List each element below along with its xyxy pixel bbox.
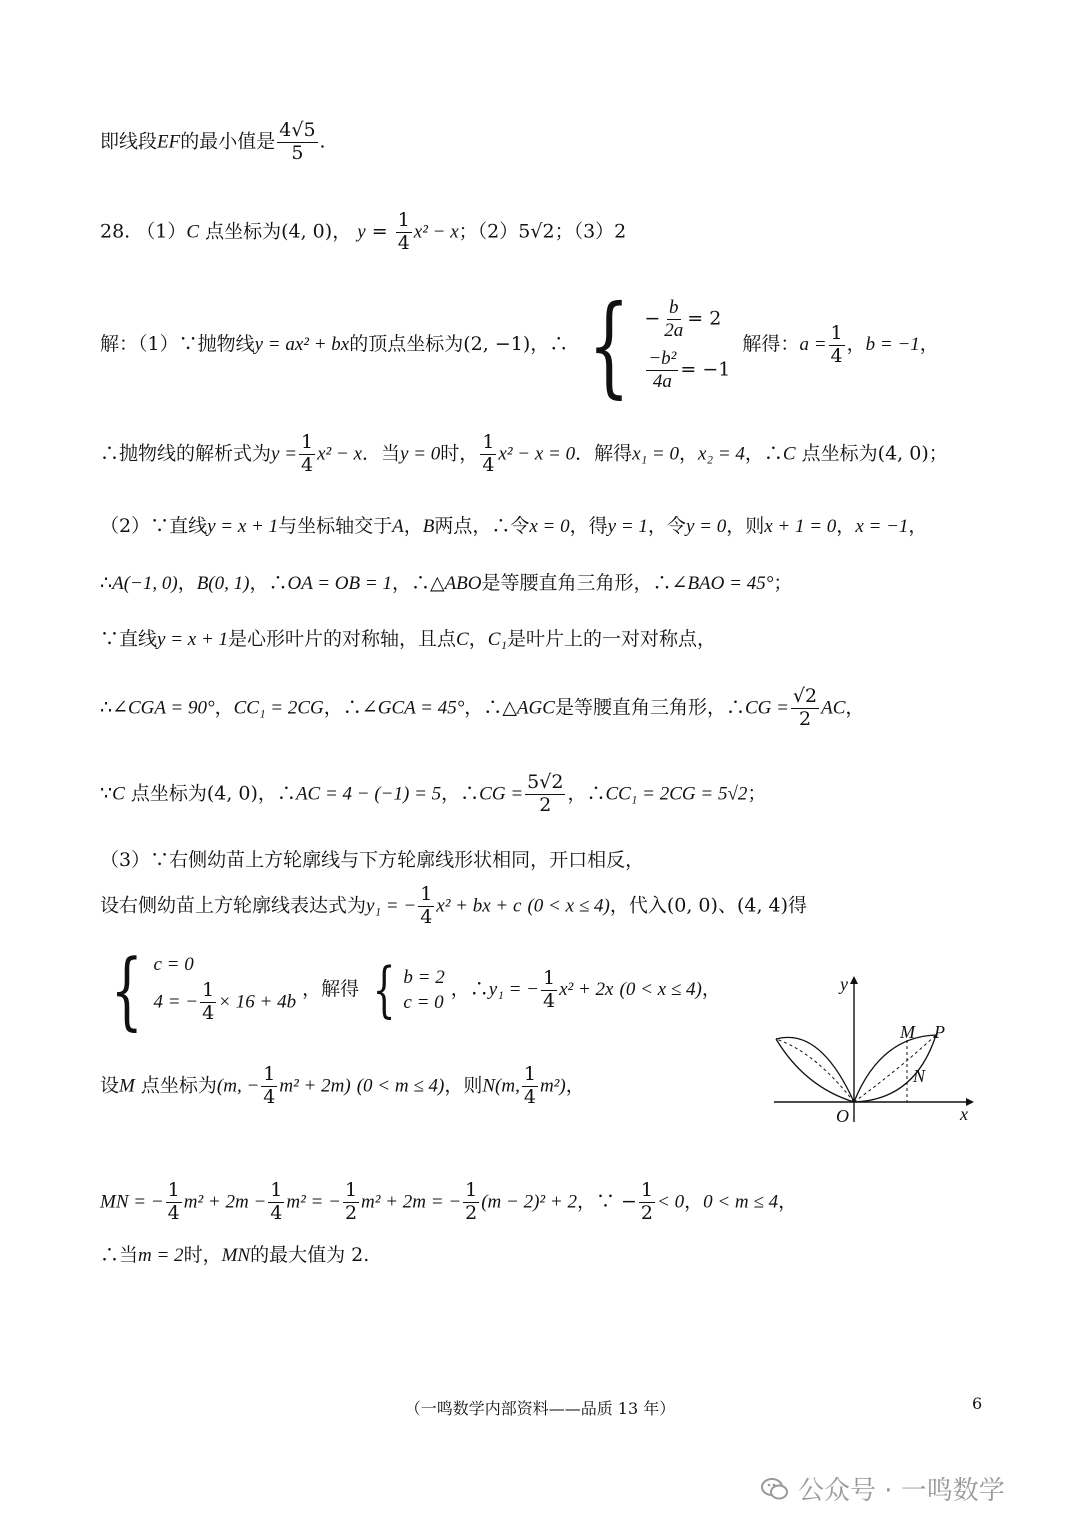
text: ，则: [726, 515, 765, 537]
fraction: [662, 297, 685, 342]
fraction: [343, 1180, 359, 1225]
fraction: [522, 1064, 538, 1109]
math: CC₁ = 2CG = 5√2: [605, 783, 748, 805]
text: ，: [468, 628, 488, 650]
var-ef: EF: [157, 131, 181, 153]
numerator: 1: [202, 979, 215, 1002]
math: x² + 2x: [559, 979, 614, 1000]
text: ；（2）: [458, 220, 519, 243]
fraction: [200, 980, 216, 1025]
numerator: 1: [420, 883, 433, 905]
text: ；（3）2: [554, 220, 627, 243]
denominator: 4: [420, 905, 433, 928]
math: 5√2: [518, 220, 555, 243]
math: y = x + 1: [207, 516, 279, 537]
text: ，∵ −: [576, 1190, 637, 1213]
numerator: 1: [270, 1179, 283, 1201]
denominator: 4: [263, 1085, 276, 1108]
text: 解得：: [742, 333, 800, 355]
label-y: y: [840, 974, 848, 994]
denominator: 4: [301, 453, 314, 476]
solution-line-10: [100, 941, 721, 1039]
numerator: 1: [344, 1179, 358, 1201]
line-ef-min: [100, 120, 326, 165]
math: (0 < m ≤ 4): [356, 1075, 445, 1097]
text: 的最小值是: [180, 130, 276, 153]
text: ，: [836, 515, 856, 537]
math: y = x + 1: [157, 629, 229, 650]
math: y₁ = −: [366, 895, 417, 917]
text: ，: [177, 572, 197, 594]
math: y = 0: [685, 516, 727, 537]
solution-line-5: [100, 630, 716, 649]
system-row-1: c = 0: [153, 954, 194, 976]
wechat-icon: [760, 1474, 790, 1504]
var: C: [456, 629, 469, 650]
math: m²): [539, 1075, 566, 1097]
text: ，∴: [249, 572, 288, 594]
numerator: 1: [482, 431, 495, 453]
text: ，则: [444, 1074, 483, 1097]
denominator: 2a: [664, 320, 684, 342]
fraction: [166, 1180, 182, 1225]
denominator: 4: [202, 1002, 215, 1024]
numerator: 1: [640, 1179, 654, 1201]
math: (0 < x ≤ 4): [527, 895, 610, 917]
text: 是等腰直角三角形，∴: [554, 696, 745, 719]
text: ∵直线: [100, 628, 158, 650]
text: ，: [403, 515, 423, 537]
text: 设: [100, 1074, 120, 1097]
var: C: [186, 221, 200, 243]
text: ∴: [100, 572, 113, 594]
text: 两点，∴令: [434, 515, 530, 537]
math: x² + bx + c: [436, 895, 522, 917]
math: a =: [799, 334, 827, 355]
system-row-1: [644, 297, 730, 342]
text: ，: [684, 1190, 704, 1213]
solution-line-9: [100, 884, 807, 929]
text: 时，: [440, 442, 479, 465]
denominator: 4a: [652, 370, 672, 392]
solution-system: [365, 955, 445, 1025]
math: (m − 2)² + 2: [481, 1191, 577, 1213]
text: ；: [747, 782, 767, 805]
denominator: 4: [270, 1201, 283, 1224]
solution-line-8: [100, 851, 644, 870]
text: 是心形叶片的对称轴，且点: [228, 628, 457, 650]
math: x₂ = 4: [698, 443, 745, 465]
brace: {: [372, 955, 396, 1025]
math: ∠CGA = 90°: [112, 697, 215, 719]
solution-line-6: [100, 686, 864, 731]
text: ∴抛物线的解析式为: [100, 442, 272, 465]
text: 是叶片上的一对对称点，: [507, 628, 717, 650]
math: y =: [271, 443, 298, 465]
math: x² − x = 0: [498, 443, 576, 465]
math: MN = −: [100, 1191, 164, 1213]
page-number: 6: [972, 1394, 983, 1413]
fraction: [791, 686, 819, 731]
denominator: 4: [830, 344, 843, 367]
math: m² = −: [286, 1191, 341, 1213]
text: 点坐标为: [795, 442, 878, 465]
question-28-answers: [100, 210, 626, 255]
numerator: 1: [301, 431, 314, 453]
math: x² − x: [413, 221, 459, 243]
text: 的最大值为 2.: [250, 1244, 370, 1266]
denominator: 4: [397, 231, 410, 254]
math: (4, 0): [206, 782, 258, 805]
math: CC₁ = 2CG: [233, 697, 324, 719]
label-x: x: [960, 1104, 968, 1124]
fraction: [639, 1180, 655, 1225]
math: B(0, 1): [196, 573, 250, 594]
text: ；: [928, 442, 948, 465]
denominator: 2: [798, 707, 812, 730]
solution-line-7: [100, 772, 766, 817]
math: b = −1: [865, 334, 920, 355]
math: =: [365, 220, 394, 243]
text: 、: [717, 894, 737, 917]
math: △AGC: [502, 697, 555, 719]
text: ，: [332, 220, 352, 243]
math: m² + 2m): [279, 1075, 351, 1097]
text: ，∴: [441, 782, 480, 805]
y-axis-arrow: [850, 976, 858, 984]
text: ，∴: [464, 696, 503, 719]
equation-system: [100, 941, 297, 1039]
text: （2）∵直线: [100, 515, 208, 537]
text: 设右侧幼苗上方轮廓线表达式为: [100, 894, 367, 917]
text: ，: [701, 978, 721, 1000]
text: 即线段: [100, 130, 158, 153]
math: = −1: [680, 358, 731, 381]
var: N: [482, 1075, 496, 1097]
numerator: b: [669, 297, 679, 319]
numerator: 5√2: [527, 771, 564, 793]
label-m: M: [900, 1022, 915, 1042]
math: MN: [221, 1245, 251, 1266]
equation-system: [574, 281, 731, 409]
denominator: 2: [465, 1201, 478, 1224]
text: ，∴: [323, 696, 362, 719]
denominator: 4: [523, 1085, 536, 1108]
text: ，∴: [257, 782, 296, 805]
denominator: 2: [344, 1201, 358, 1224]
text: 点坐标为: [124, 782, 207, 805]
math: CG =: [479, 783, 524, 805]
denominator: 2: [539, 793, 552, 816]
math: x² − x: [317, 443, 363, 465]
solution-line-4: [100, 574, 792, 593]
text: 点坐标为: [199, 220, 282, 243]
system-row-2: [153, 980, 296, 1025]
fraction: [541, 968, 557, 1013]
denominator: 4: [482, 453, 495, 476]
math: m = 2: [138, 1245, 184, 1266]
text: 与坐标轴交于: [278, 515, 393, 537]
math: △ABO: [429, 573, 482, 594]
fraction: [480, 432, 496, 477]
solution-line-12: [100, 1180, 797, 1225]
var: C: [112, 783, 125, 805]
math: y₁ = −: [488, 979, 539, 1000]
text: ．当: [362, 442, 401, 465]
numerator: 1: [465, 1179, 478, 1201]
numerator: 1: [263, 1063, 276, 1085]
solution-line-3: [100, 517, 927, 536]
text: ，∴: [450, 978, 489, 1000]
numerator: 1: [542, 966, 556, 989]
math: ∠GCA = 45°: [361, 697, 465, 719]
math: (m,: [495, 1075, 520, 1097]
text: 得: [788, 894, 808, 917]
fraction: [646, 348, 678, 393]
numerator: √2: [792, 685, 818, 707]
math: 4 = −: [153, 991, 199, 1013]
var: M: [119, 1075, 135, 1097]
text: 是等腰直角三角形，∴: [481, 572, 672, 594]
left-leaf-lower: [776, 1039, 854, 1102]
seedling-figure: [770, 972, 980, 1127]
text: ，: [846, 333, 866, 355]
math: x₁ = 0: [632, 443, 680, 465]
brace: {: [588, 281, 631, 409]
math: (4, 0): [877, 442, 929, 465]
text: （1）: [136, 220, 187, 243]
text: ，令: [647, 515, 686, 537]
text: ，: [845, 696, 865, 719]
numerator: −b²: [648, 348, 677, 369]
text: ，: [214, 696, 234, 719]
math: CG =: [744, 697, 789, 719]
watermark-text: 公众号 · 一鸣数学: [798, 1476, 1005, 1506]
math: x = 0: [529, 516, 570, 537]
math: 0 < m ≤ 4: [703, 1191, 779, 1213]
math: AC: [821, 697, 846, 719]
text: ，代入: [609, 894, 667, 917]
fraction: [418, 884, 434, 929]
left-leaf-midrib: [776, 1039, 854, 1102]
system-rows: [153, 955, 296, 1025]
system-rows: [403, 968, 444, 1012]
var: A: [392, 516, 404, 537]
fraction: [829, 323, 845, 368]
fraction: [299, 432, 315, 477]
var: C₁: [487, 629, 508, 650]
text: ∴当: [100, 1244, 139, 1266]
text: ，: [908, 515, 928, 537]
denominator: 5: [291, 141, 304, 164]
math: (4, 4): [736, 894, 789, 917]
math: (m, −: [216, 1075, 260, 1097]
text: 解：（1）∵抛物线: [100, 333, 255, 355]
solution-line-13: [100, 1246, 369, 1265]
math: y = 1: [607, 516, 648, 537]
text: ，解得: [302, 978, 360, 1000]
math: = 2: [687, 307, 722, 330]
solution-line-11: [100, 1064, 585, 1109]
fraction: [396, 210, 412, 255]
text: ；: [773, 572, 793, 594]
fraction: [525, 772, 565, 817]
text: ，: [919, 333, 939, 355]
math: < 0: [657, 1191, 685, 1213]
math: OA = OB = 1: [287, 573, 392, 594]
text: 点坐标为: [134, 1074, 217, 1097]
label-p: P: [934, 1022, 945, 1042]
system-rows: [644, 297, 730, 392]
text: ，∴: [530, 333, 569, 355]
numerator: 1: [167, 1179, 180, 1201]
math: m² + 2m = −: [361, 1191, 462, 1213]
text: （3）∵右侧幼苗上方轮廓线与下方轮廓线形状相同，开口相反，: [100, 849, 645, 871]
solution-line-1: [100, 281, 939, 409]
numerator: 1: [523, 1063, 536, 1085]
watermark: [760, 1470, 1005, 1507]
text: ，∴: [391, 572, 430, 594]
math: (0, 0): [666, 894, 718, 917]
var: y: [357, 221, 366, 243]
denominator: 2: [640, 1201, 654, 1224]
label-n: N: [913, 1066, 926, 1086]
numerator: 4√5: [279, 119, 316, 141]
system-row-2: c = 0: [403, 992, 444, 1013]
text: ∴: [100, 696, 113, 719]
text: 的顶点坐标为: [349, 333, 464, 355]
left-leaf-upper: [776, 1037, 854, 1102]
math: × 16 + 4b: [218, 991, 297, 1013]
math: (2, −1): [463, 333, 531, 355]
math: (0 < x ≤ 4): [619, 979, 702, 1000]
numerator: 1: [397, 209, 410, 231]
numerator: 1: [830, 321, 843, 344]
math: x + 1 = 0: [764, 516, 837, 537]
text: 时，: [183, 1244, 222, 1266]
denominator: 4: [542, 989, 556, 1012]
fraction: [463, 1180, 479, 1225]
system-row-1: b = 2: [403, 967, 445, 988]
fraction: [268, 1180, 284, 1225]
brace: {: [110, 941, 143, 1039]
math: x = −1: [855, 516, 909, 537]
page-footer: （一鸣数学内部资料——品质 13 年）: [404, 1399, 676, 1418]
question-number: 28.: [100, 220, 131, 243]
text: ∵: [100, 782, 113, 805]
math: m² + 2m −: [183, 1191, 267, 1213]
fraction: [277, 120, 317, 165]
text: .: [319, 130, 326, 153]
text: ，∴: [744, 442, 783, 465]
math: A(−1, 0): [112, 573, 178, 594]
math: y = ax² + bx: [254, 334, 350, 355]
math: AC = 4 − (−1) = 5: [295, 783, 442, 805]
solution-line-2: [100, 432, 948, 477]
text: ，∴: [567, 782, 606, 805]
math: (4, 0): [281, 220, 333, 243]
fraction: [261, 1064, 277, 1109]
var: B: [422, 516, 435, 537]
math: ∠BAO = 45°: [671, 573, 774, 594]
var: C: [782, 443, 796, 465]
math: −: [644, 307, 661, 330]
text: ．解得: [575, 442, 633, 465]
denominator: 4: [167, 1201, 180, 1224]
text: ，得: [569, 515, 608, 537]
system-row-2: [644, 348, 730, 393]
text: ，: [565, 1074, 585, 1097]
text: ，: [679, 442, 699, 465]
text: ，: [778, 1190, 798, 1213]
math: y = 0: [400, 443, 441, 465]
label-o: O: [836, 1106, 849, 1126]
